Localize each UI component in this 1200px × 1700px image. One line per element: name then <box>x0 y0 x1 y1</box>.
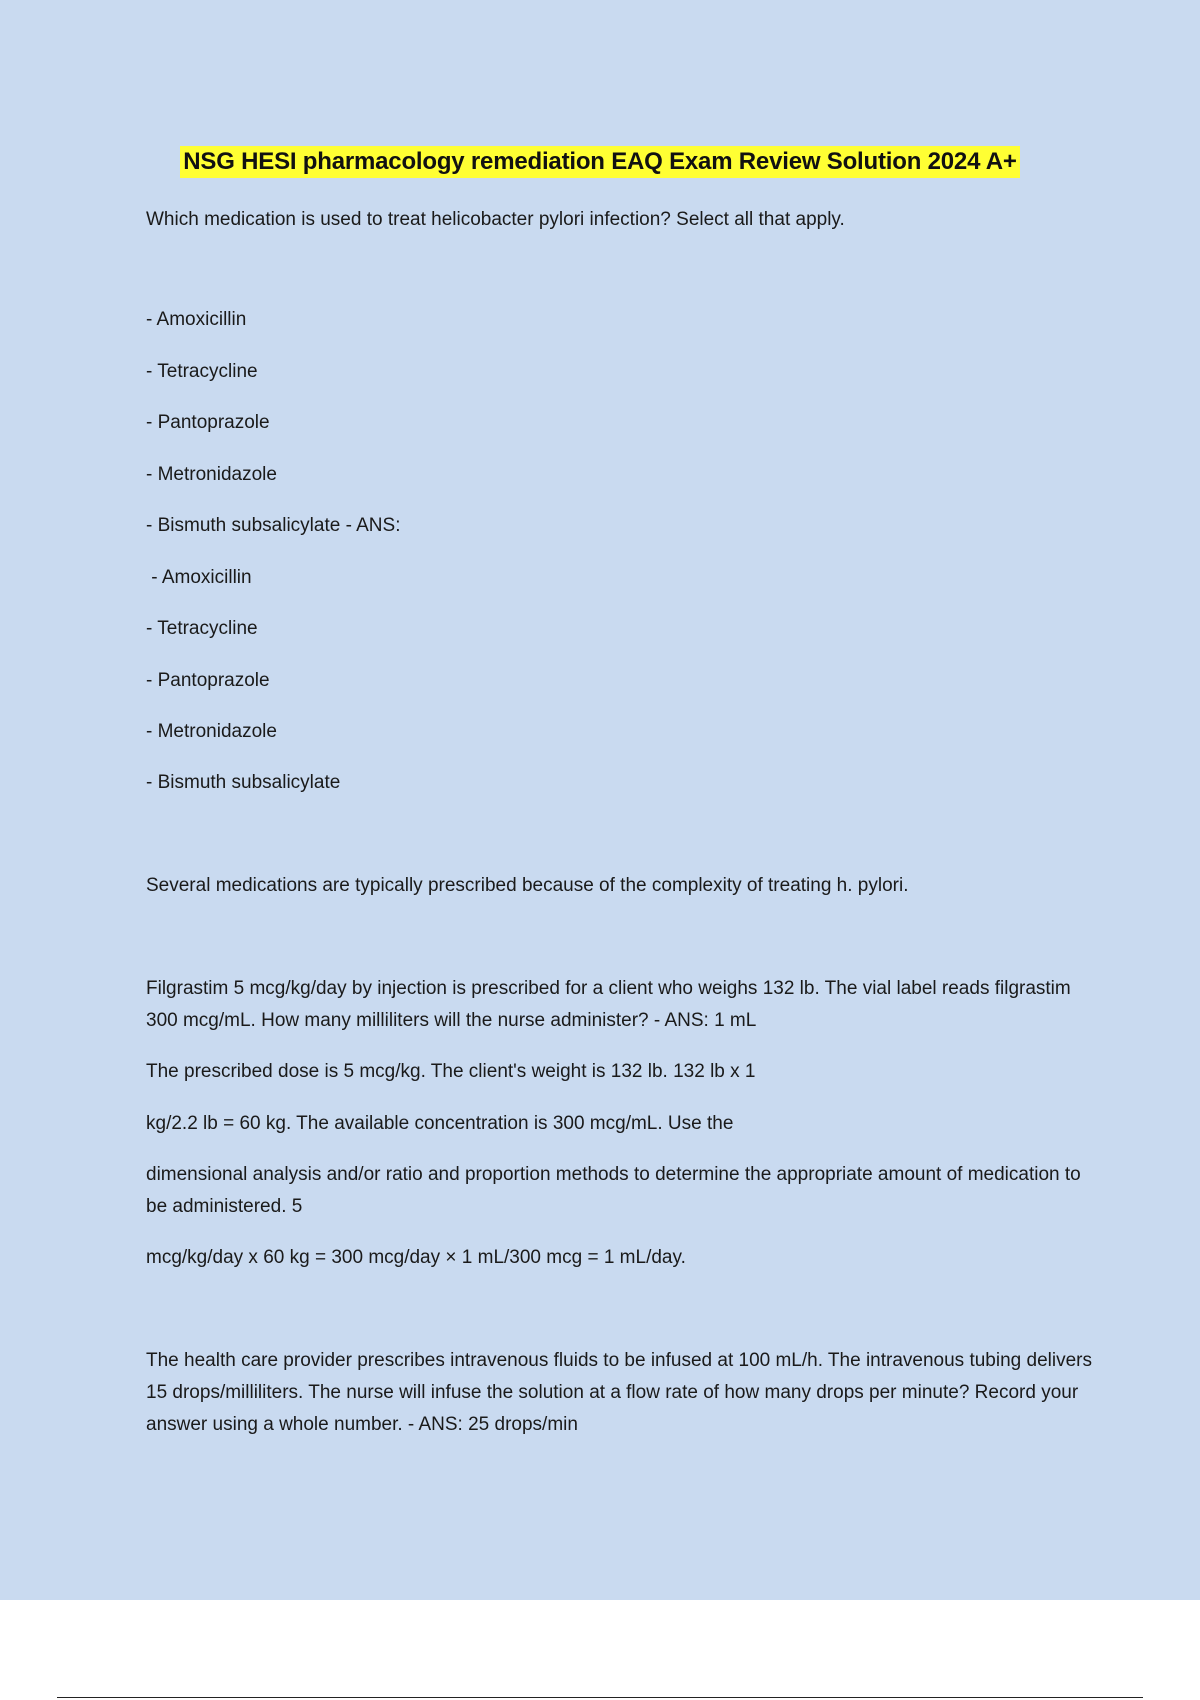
option-item: - Tetracycline <box>146 361 258 382</box>
document-title: NSG HESI pharmacology remediation EAQ Exam Review Solution 2024 A+ <box>180 146 1020 178</box>
option-item: - Metronidazole <box>146 464 277 485</box>
answer-item: - Tetracycline <box>146 618 258 639</box>
option-item: - Amoxicillin <box>146 309 247 330</box>
answer-item: - Amoxicillin <box>146 567 252 588</box>
question-3: The health care provider prescribes intravenous fluids to be infused at 100 mL/h. The intravenous tubing delivers 15 drops/milliliters. The nurse will infuse the solution at a flow rate of how many drops per minute? Record your answer using a whole number. - ANS: 25 drops/min <box>146 1350 1092 1435</box>
option-item-with-answer-label: - Bismuth subsalicylate - ANS: <box>146 515 401 536</box>
page-divider <box>57 1697 1143 1698</box>
answer-item: - Bismuth subsalicylate <box>146 772 341 793</box>
answer-item: - Metronidazole <box>146 721 277 742</box>
title-container <box>0 146 1200 178</box>
option-item: - Pantoprazole <box>146 412 270 433</box>
rationale-2-line: dimensional analysis and/or ratio and proportion methods to determine the appropriate amount of medication to be administered. 5 <box>146 1164 1081 1217</box>
rationale-1: Several medications are typically prescribed because of the complexity of treating h. pylori. <box>146 875 909 896</box>
rationale-2-line: kg/2.2 lb = 60 kg. The available concentration is 300 mcg/mL. Use the <box>146 1113 734 1134</box>
answer-item: - Pantoprazole <box>146 670 270 691</box>
rationale-2-line: The prescribed dose is 5 mcg/kg. The client's weight is 132 lb. 132 lb x 1 <box>146 1061 756 1082</box>
question-2: Filgrastim 5 mcg/kg/day by injection is prescribed for a client who weighs 132 lb. The vial label reads filgrastim 300 mcg/mL. How many milliliters will the nurse administer? - ANS: 1 mL <box>146 978 1071 1031</box>
question-1: Which medication is used to treat helicobacter pylori infection? Select all that apply. <box>146 209 845 230</box>
rationale-2-line: mcg/kg/day x 60 kg = 300 mcg/day × 1 mL/300 mcg = 1 mL/day. <box>146 1247 686 1268</box>
